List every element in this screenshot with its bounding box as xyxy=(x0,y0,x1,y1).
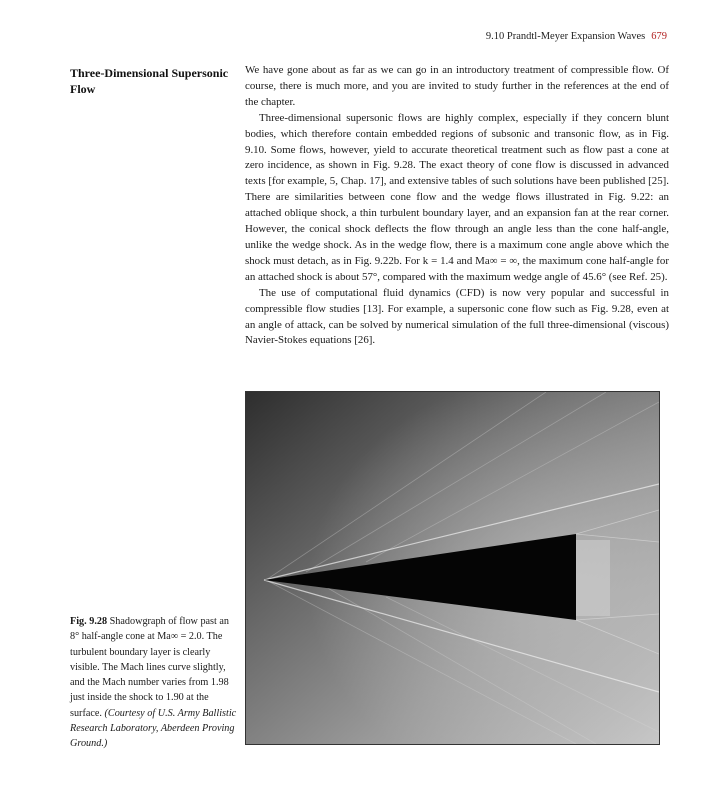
figure-label: Fig. 9.28 xyxy=(70,616,108,627)
paragraph: The use of computational fluid dynamics (CFD) is now very popular and successful in compressible flow studies [13]. For example, a supersonic cone flow such as Fig. 9.28, even at an angle of attack, can be solved by numerical simulation of the full three-dimensional (viscous) Navier-Stokes equations [26]. xyxy=(245,286,669,347)
figure-caption xyxy=(70,614,240,752)
body-text xyxy=(245,63,669,349)
paragraph: Three-dimensional supersonic flows are highly complex, especially if they concern blunt bodies, which therefore contain embedded regions of subsonic and transonic flow, as in Fig. 9.10. Some flows, however, yield to accurate theoretical treatment such as flow past a cone at zero incidence, as shown in Fig. 9.28. The exact theory of cone flow is discussed in advanced texts [for example, 5, Chap. 17], and extensive tables of such solutions have been published [25]. There are similarities between cone flow and the wedge flows illustrated in Fig. 9.22: an attached oblique shock, a thin turbulent boundary layer, and an expansion fan at the rear corner. However, the conical shock deflects the flow through an angle less than the cone half-angle, unlike the wedge shock. As in the wedge flow, there is a maximum cone angle above which the shock must detach, as in Fig. 9.22b. For k = 1.4 and Ma∞ = ∞, the maximum cone half-angle for an attached shock is about 57°, compared with the maximum wedge angle of 45.6° (see Ref. 25). xyxy=(245,111,669,283)
section-heading: Three-Dimensional Supersonic Flow xyxy=(70,66,229,96)
shadowgraph-image xyxy=(246,392,659,744)
caption-text: Shadowgraph of flow past an 8° half-angle cone at Ma∞ = 2.0. The turbulent boundary layer is clearly visible. The Mach lines curve slightly, and the Mach number varies from 1.98 just inside the shock to 1.90 at the surface. xyxy=(70,616,230,719)
paragraph: We have gone about as far as we can go in an introductory treatment of compressible flow. Of course, there is much more, and you are invited to study further in the references at the end of the chapter. xyxy=(245,64,669,108)
section-title: 9.10 Prandtl-Meyer Expansion Waves xyxy=(485,31,646,42)
page-number: 679 xyxy=(651,31,667,42)
running-head xyxy=(486,31,667,42)
shadowgraph-figure xyxy=(245,391,660,745)
caption-credit: (Courtesy of U.S. Army Ballistic Research Laboratory, Aberdeen Proving Ground.) xyxy=(70,707,237,750)
